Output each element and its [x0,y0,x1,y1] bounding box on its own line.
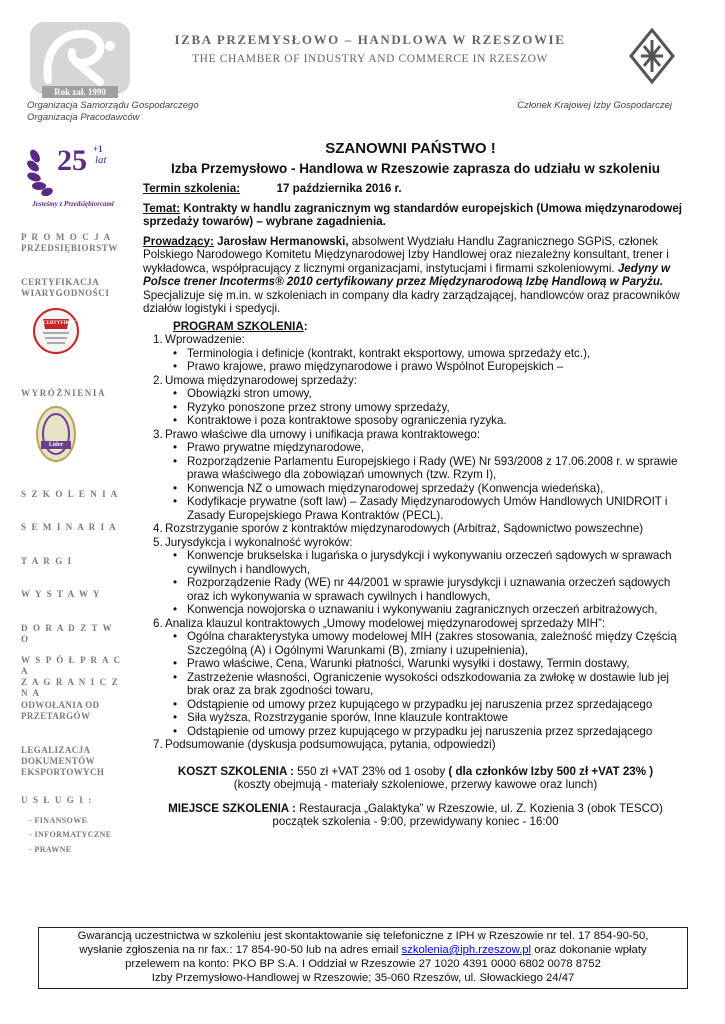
list-item: • Prawo prywatne międzynarodowe, [173,441,688,455]
organization-title [160,32,580,65]
certyfikat-badge [33,305,79,357]
founded-year-badge: Rok zał. 1990 [42,86,118,98]
trainer-bio: Prowadzący: Jarosław Hermanowski, absolwent Wydziału Handlu Zagranicznego SGPiS, członek Polskiego Narodowego Komitetu Międzynarodowej Izby Handlowej oraz niezależny konsultant, trener i wykładowca, współpracujący z licznymi organizacjami, instytucjami i firmami szkoleniowymi. Jedyny w Polsce trener Incoterms® 2010 certyfikowany przez Międzynarodową Izbę Handlową w Paryżu. Specjalizuje się m.in. w szkoleniach in company dla kadry zarządzającej, handlowców oraz pracowników działów logistyki i spedycji. [143,234,680,315]
training-cost: KOSZT SZKOLENIA : 550 zł +VAT 23% od 1 osoby ( dla członków Izby 500 zł +VAT 23% ) (koszty obejmują - materiały szkoleniowe, przerwy kawowe oraz lunch) [177,764,654,791]
sidebar-item-wyroznienia[interactable]: WYRÓŻNIENIA [21,388,107,398]
badge-caption: Jesteśmy z Przedsiębiorcami [32,200,114,208]
program-section: 3. Prawo właściwe dla umowy i unifikacja prawa kontraktowego: [153,427,481,441]
list-item: • Ogólna charakterystyka umowy modelowej MIH (zakres stosowania, zależność między Częścią Szczególną (A) i Ogólnymi Warunkami (B), zmiany i uzupełnienia), [173,630,688,657]
list-item: • Zastrzeżenie własności, Ograniczenie wysokości odszkodowania za zwłokę w dostawie lub jej brak oraz za brak zgodności towaru, [173,671,688,698]
training-date: Termin szkolenia: 17 października 2016 r. [143,182,402,195]
list-item: • Siła wyższa, Rozstrzyganie sporów, Inne klauzule kontraktowe [173,711,688,725]
list-item: • Konwencje brukselska i lugańska o jurysdykcji i wykonywaniu orzeczeń sądowych w sprawach cywilnych i handlowych, [173,549,688,576]
lider-label: Lider [48,442,64,448]
sidebar-item-promocja[interactable]: P R O M O C J A PRZEDSIĘBIORSTW [21,232,119,253]
page-title: SZANOWNI PAŃSTWO ! [325,140,496,157]
badge-plus: +1 [93,144,103,154]
list-item: • Prawo krajowe, prawo międzynarodowe i prawo Wspólnot Europejskich – [173,360,688,374]
email-link[interactable]: szkolenia@iph.rzeszow.pl [401,944,532,956]
org-name-polish: IZBA PRZEMYSŁOWO – HANDLOWA W RZESZOWIE [174,32,566,47]
header-left-caption: Organizacja Samorządu Gospodarczego Organizacja Pracodawców [27,100,199,123]
lider-medal-icon [35,405,77,463]
kig-emblem-icon [627,26,677,86]
sidebar-item-doradztwo[interactable]: D O R A D Z T W O [21,623,114,644]
sidebar-item-certyfikacja[interactable]: CERTYFIKACJA WIARYGODNOŚCI [21,277,110,298]
list-item: • Konwencja nowojorska o uznawaniu i wykonywaniu zagranicznych orzeczeń arbitrażowych, [173,603,688,617]
list-item: • Kontraktowe i poza kontraktowe sposoby ograniczenia ryzyka. [173,414,688,428]
program-section: 4. Rozstrzyganie sporów z kontraktów międzynarodowych (Arbitraż, Sądownictwo powszechne) [153,522,644,535]
sidebar [15,140,125,880]
list-item: • Rozporządzenie Rady (WE) nr 44/2001 w sprawie jurysdykcji i uznawania orzeczeń sądowych oraz ich wykonywania w sprawach cywilnych i handlowych, [173,576,688,603]
sidebar-item-szkolenia[interactable]: S Z K O L E N I A [21,489,119,499]
letterhead [0,0,725,130]
sidebar-subitem-finansowe[interactable]: - FINANSOWE [29,816,88,825]
sidebar-item-legalizacja[interactable]: LEGALIZACJA DOKUMENTÓW EKSPORTOWYCH [21,745,105,777]
program-heading: PROGRAM SZKOLENIA: [173,319,308,333]
org-name-english: THE CHAMBER OF INDUSTRY AND COMMERCE IN RZESZOW [192,53,548,65]
badge-number: 25 [57,144,87,177]
list-item: • Ryzyko ponoszone przez strony umowy sprzedaży, [173,401,688,415]
bullet-list [173,387,688,428]
program-section: 1. Wprowadzenie: [153,333,245,346]
list-item: • Konwencja NZ o umowach międzynarodowej sprzedaży (Konwencja wiedeńska), [173,482,688,496]
bullet-list [173,347,688,374]
badge-lat: lat [95,154,107,166]
bullet-list [173,630,688,738]
list-item: • Odstąpienie od umowy przez kupującego w przypadku jej naruszenia przez sprzedającego [173,698,688,712]
bullet-list [173,441,688,522]
invitation-subtitle: Izba Przemysłowo - Handlowa w Rzeszowie zaprasza do udziału w szkoleniu [170,161,661,176]
sidebar-item-seminaria[interactable]: S E M I N A R I A [21,522,118,532]
training-topic: Temat: Kontrakty w handlu zagranicznym wg standardów europejskich (Umowa międzynarodowej sprzedaży towarów) – wybrane zagadnienia. [143,201,682,228]
chamber-logo-icon [30,22,130,94]
sidebar-item-uslugi[interactable]: U S Ł U G I : [21,795,93,805]
registration-info-box: Gwarancją uczestnictwa w szkoleniu jest skontaktowanie się telefoniczne z IPH w Rzeszowie nr tel. 17 854-90-50, wysłanie zgłoszenia na nr fax.: 17 854-90-50 lub na adres email szkolenia@iph.rzeszow.pl oraz dokonanie wpłaty przelewem na konto: PKO BP S.A. I Oddział w Rzeszowie 27 1020 4391 0000 6802 0078 8752 Izby Przemysłowo-Handlowej w Rzeszowie; 35-060 Rzeszów, ul. Słowackiego 24/47 [38,927,688,989]
main-content [143,140,688,829]
program-section: 2. Umowa międzynarodowej sprzedaży: [153,373,358,387]
bullet-list [173,549,688,617]
list-item: • Terminologia i definicje (kontrakt, kontrakt eksportowy, umowa sprzedaży etc.), [173,347,688,361]
certyfikat-label: CERTYFIKAT [43,321,76,326]
program-section: 5. Jurysdykcja i wykonalność wyroków: [153,535,353,549]
list-item: • Rozporządzenie Parlamentu Europejskiego i Rady (WE) Nr 593/2008 z 17.06.2008 r. w sprawie prawa właściwego dla zobowiązań umownych (tzw. Rzym I), [173,455,688,482]
laurel-icon [25,148,59,196]
sidebar-item-wspolpraca[interactable]: W S P Ó Ł P R A C A Z A G R A N I C Z N A [21,655,122,698]
list-item: • Prawo właściwe, Cena, Warunki płatności, Warunki wysyłki i dostawy, Termin dostawy, [173,657,688,671]
list-item: • Kodyfikacje prywatne (soft law) – Zasady Międzynarodowych Umów Handlowych UNIDROIT i Zasady Europejskiego Prawa Kontraktów (PECL). [173,495,688,522]
program-section: 6. Analiza klauzul kontraktowych „Umowy modelowej międzynarodowej sprzedaży MIH”: [153,616,606,630]
lider-badge [35,405,77,463]
sidebar-item-wystawy[interactable]: W Y S T A W Y [21,589,101,599]
program-list [143,333,688,752]
sidebar-item-targi[interactable]: T A R G I [21,556,73,566]
program-section: 7. Podsumowanie (dyskusja podsumowująca, pytania, odpowiedzi) [153,738,496,751]
sidebar-item-odwolania[interactable]: ODWOŁANIA OD PRZETARGÓW [21,700,100,721]
anniversary-badge [21,142,123,208]
header-right-caption: Członek Krajowej Izby Gospodarczej [517,100,672,111]
list-item: • Obowiązki stron umowy, [173,387,688,401]
list-item: • Odstąpienie od umowy przez kupującego w przypadku jej naruszenia przez sprzedającego [173,725,688,739]
sidebar-subitem-prawne[interactable]: - PRAWNE [29,845,72,854]
certificate-seal-icon [33,305,79,357]
training-location: MIEJSCE SZKOLENIA : Restauracja „Galaktyka” w Rzeszowie, ul. Z. Kozienia 3 (obok TESCO) początek szkolenia - 9:00, przewidywany koniec - 16:00 [168,801,663,828]
sidebar-subitem-informatyczne[interactable]: - INFORMATYCZNE [29,830,112,839]
